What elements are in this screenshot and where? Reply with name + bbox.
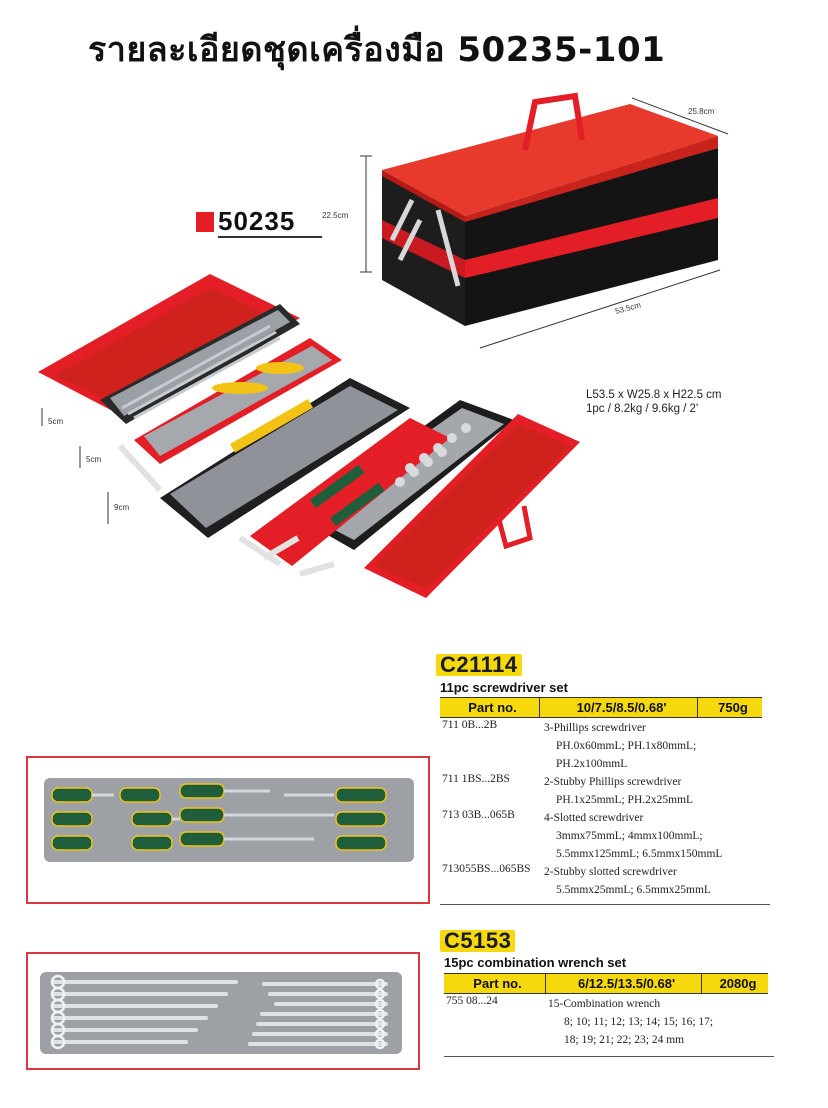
row-detail: PH.2x100mmL [556,758,628,770]
row-description: 2-Stubby slotted screwdriver [544,866,677,878]
spec-info [586,388,722,416]
model-underline [218,236,322,238]
row-detail: 5.5mmx25mmL; 6.5mmx25mmL [556,884,711,896]
row-detail: 8; 10; 11; 12; 13; 14; 15; 16; 17; [564,1016,714,1028]
table-header [440,697,762,718]
screwdriver-set-image [44,778,414,862]
row-detail: 18; 19; 21; 22; 23; 24 mm [564,1034,685,1046]
section-subtitle: 15pc combination wrench set [444,955,627,970]
wrench-table [444,995,784,1049]
part-number: 713 03B...065B [442,809,515,821]
table-row [440,719,780,773]
row-detail: 5.5mmx125mmL; 6.5mmx150mmL [556,848,723,860]
table-row [440,863,780,899]
header-spec: 6/12.5/13.5/0.68' [546,974,702,993]
model-number: 50235 [218,206,296,236]
header-part-no: Part no. [444,974,546,993]
section-code-c5153: C5153 [440,930,515,952]
header-spec: 10/7.5/8.5/0.68' [540,698,698,717]
section-code-c21114: C21114 [436,654,522,676]
header-weight: 750g [718,700,748,715]
drawer1-height-label: 5cm [48,417,64,426]
row-description: 4-Slotted screwdriver [544,812,644,824]
part-number: 713055BS...065BS [442,863,531,875]
header-part-no: Part no. [440,698,540,717]
length-dimension-label: 53.5cm [614,300,642,316]
header-weight: 2080g [719,976,757,991]
drawer2-height-label: 5cm [86,455,102,464]
width-dimension-label: 25.8cm [688,107,715,116]
spec-dimensions: L53.5 x W25.8 x H22.5 cm [586,389,722,401]
part-number: 755 08...24 [446,995,498,1007]
row-description: 15-Combination wrench [548,998,661,1010]
row-detail: PH.0x60mmL; PH.1x80mmL; [556,740,697,752]
screwdriver-set-photo-frame [26,756,430,904]
table-row [440,809,780,863]
height-dimension-label: 22.5cm [322,211,349,220]
open-toolbox-illustration [30,268,590,608]
wrench-tray [40,972,402,1054]
screwdriver-tray [44,778,414,862]
screwdriver-table [440,719,780,899]
row-detail: 3mmx75mmL; 4mmx100mmL; [556,830,703,842]
table-row [444,995,784,1049]
table-bottom-rule [444,1056,774,1057]
table-row [440,773,780,809]
row-description: 3-Phillips screwdriver [544,722,646,734]
model-tag [196,206,295,237]
table-bottom-rule [440,904,770,905]
wrench-set-image [40,972,402,1054]
row-detail: PH.1x25mmL; PH.2x25mmL [556,794,694,806]
section-subtitle: 11pc screwdriver set [440,680,568,695]
red-square-icon [196,212,214,232]
drawer3-height-label: 9cm [114,503,130,512]
wrench-set-photo-frame [26,952,420,1070]
page-title: รายละเอียดชุดเครื่องมือ 50235-101 [88,30,666,70]
part-number: 711 1BS...2BS [442,773,510,785]
spec-weight: 1pc / 8.2kg / 9.6kg / 2' [586,403,699,415]
part-number: 711 0B...2B [442,719,498,731]
row-description: 2-Stubby Phillips screwdriver [544,776,682,788]
table-header [444,973,768,994]
